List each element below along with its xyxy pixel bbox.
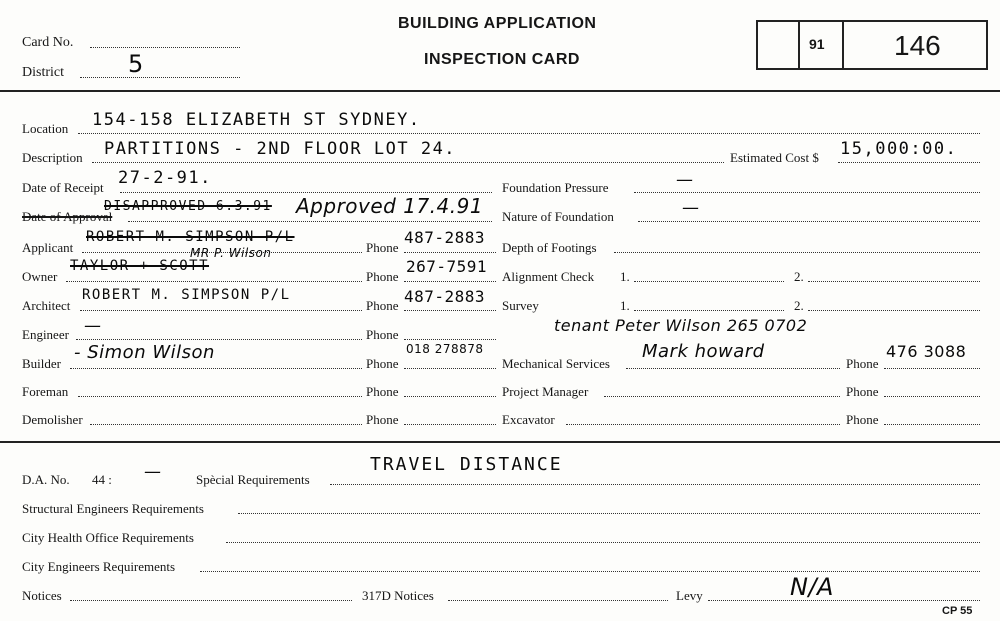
card-no-dots [90,47,240,48]
special-requirements-value: TRAVEL DISTANCE [370,454,563,475]
estimated-cost-value: 15,000:00. [840,139,958,159]
builder-value: - Simon Wilson [74,342,215,363]
owner-phone-dots [404,281,496,282]
notices-label: Notices [22,588,62,603]
levy-label: Levy [676,588,703,603]
mechanical-phone: 476 3088 [886,342,967,361]
project-manager-dots [604,396,840,397]
depth-of-footings-label: Depth of Footings [502,240,597,255]
number-box-divider [798,22,800,68]
disapproved-value: DISAPPROVED 6.3.91 [104,199,272,214]
survey-label: Survey [502,298,539,313]
foundation-pressure-dots [634,192,980,193]
builder-phone-dots [404,368,496,369]
engineer-value: — [84,316,102,336]
engineer-label: Engineer [22,327,69,342]
header-divider [0,90,1000,92]
city-engineers-dots [200,571,980,572]
nature-of-foundation-value: — [682,198,700,218]
survey-dots-2 [808,310,980,311]
excavator-label: Excavator [502,412,555,427]
foreman-label: Foreman [22,384,69,399]
survey-option-1: 1. [620,298,630,313]
da-no-value: 44 : [92,472,112,487]
da-no-label: D.A. No. [22,472,70,487]
mechanical-phone-dots [884,368,980,369]
applicant-value: ROBERT M. SIMPSON P/L [86,229,295,245]
architect-phone: 487-2883 [404,287,486,306]
date-of-receipt-label: Date of Receipt [22,180,104,195]
foundation-pressure-value: — [676,170,694,190]
demolisher-label: Demolisher [22,412,83,427]
builder-label: Builder [22,356,61,371]
architect-dots [80,310,362,311]
structural-engineers-label: Structural Engineers Requirements [22,501,204,516]
demolisher-phone-label: Phone [366,412,399,427]
da-dash: — [144,462,162,482]
project-manager-phone-dots [884,396,980,397]
number-prefix: 91 [809,36,825,52]
engineer-phone-label: Phone [366,327,399,342]
notices-317d-label: 317D Notices [362,588,434,603]
architect-phone-label: Phone [366,298,399,313]
applicant-phone-label: Phone [366,240,399,255]
survey-option-2: 2. [794,298,804,313]
approved-value: Approved 17.4.91 [296,194,484,218]
nature-of-foundation-dots [638,221,980,222]
district-dots [80,77,240,78]
project-manager-label: Project Manager [502,384,589,399]
district-label: District [22,65,64,80]
city-health-label: City Health Office Requirements [22,530,194,545]
applicant-phone-dots [404,252,496,253]
date-of-approval-label: Date of Approval [22,209,113,224]
project-manager-phone-label: Phone [846,384,879,399]
description-dots [92,162,724,163]
mechanical-services-label: Mechanical Services [502,356,610,371]
notices-317d-dots [448,600,668,601]
levy-dots [708,600,980,601]
mechanical-phone-label: Phone [846,356,879,371]
city-engineers-label: City Engineers Requirements [22,559,176,574]
owner-value: TAYLOR + SCOTT [70,258,210,274]
special-requirements-dots [330,484,980,485]
card-no-label: Card No. [22,35,74,50]
form-code: CP 55 [942,605,973,617]
location-dots [78,133,980,134]
requirements-divider [0,441,1000,443]
alignment-check-label: Alignment Check [502,269,595,284]
nature-of-foundation-label: Nature of Foundation [502,209,614,224]
title-line-1: BUILDING APPLICATION [398,15,597,32]
engineer-phone-dots [404,339,496,340]
receipt-dots [120,192,492,193]
builder-dots [70,368,362,369]
foreman-phone-label: Phone [366,384,399,399]
notices-dots [70,600,352,601]
special-requirements-label: Spècial Requirements [196,472,310,487]
architect-value: ROBERT M. SIMPSON P/L [82,287,291,303]
builder-phone: 018 278878 [406,342,484,356]
depth-of-footings-dots [614,252,980,253]
title-line-2: INSPECTION CARD [424,51,580,68]
mechanical-dots [626,368,840,369]
alignment-option-2: 2. [794,269,804,284]
applicant-phone: 487-2883 [404,228,486,247]
district-value: 5 [128,50,144,78]
levy-value: N/A [790,573,834,601]
engineer-dots [76,339,362,340]
structural-engineers-dots [238,513,980,514]
owner-phone-label: Phone [366,269,399,284]
owner-phone: 267-7591 [406,257,488,276]
mechanical-value: Mark howard [642,341,765,362]
survey-dots-1 [634,310,784,311]
alignment-dots-1 [634,281,784,282]
number-box-divider [842,22,844,68]
demolisher-phone-dots [404,424,496,425]
foreman-dots [78,396,362,397]
demolisher-dots [90,424,362,425]
applicant-insert: MR P. Wilson [190,246,272,260]
applicant-label: Applicant [22,240,74,255]
card-number-box [756,20,988,70]
alignment-option-1: 1. [620,269,630,284]
foundation-pressure-label: Foundation Pressure [502,180,609,195]
description-label: Description [22,150,83,165]
description-value: PARTITIONS - 2ND FLOOR LOT 24. [104,139,457,159]
architect-label: Architect [22,298,71,313]
estimated-cost-dots [838,162,980,163]
owner-label: Owner [22,269,58,284]
approval-dots [128,221,492,222]
number-value: 146 [894,30,941,61]
city-health-dots [226,542,980,543]
location-value: 154-158 ELIZABETH ST SYDNEY. [92,110,421,130]
foreman-phone-dots [404,396,496,397]
owner-dots [66,281,362,282]
alignment-dots-2 [808,281,980,282]
date-of-receipt-value: 27-2-91. [118,168,212,188]
tenant-note: tenant Peter Wilson 265 0702 [554,316,808,335]
excavator-dots [566,424,840,425]
location-label: Location [22,121,69,136]
estimated-cost-label: Estimated Cost $ [730,150,819,165]
excavator-phone-dots [884,424,980,425]
architect-phone-dots [404,310,496,311]
builder-phone-label: Phone [366,356,399,371]
excavator-phone-label: Phone [846,412,879,427]
